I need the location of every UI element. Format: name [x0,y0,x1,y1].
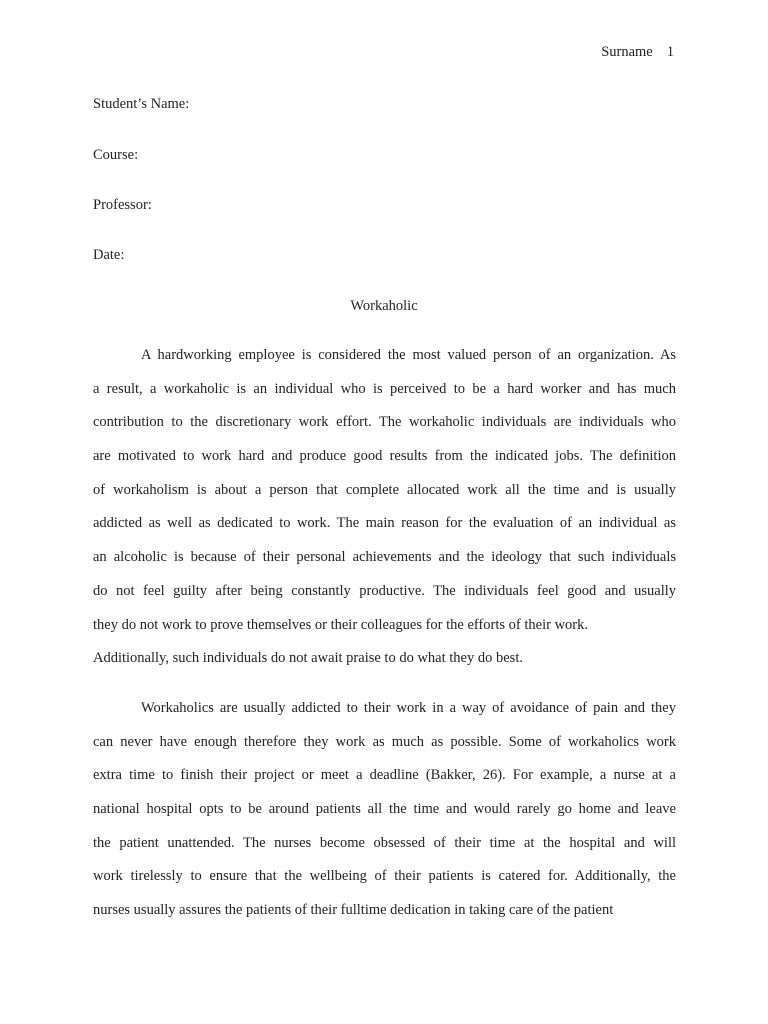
running-header [601,43,674,61]
paragraph-line: A hardworking employee is considered the most valued person of an organization. As [141,347,676,363]
paragraph-line: the patient unattended. The nurses become obsessed of their time at the hospital and will [93,834,676,851]
paragraph-line: do not feel guilty after being constantly productive. The individuals feel good and usually [93,582,676,599]
paragraph-line: they do not work to prove themselves or their colleagues for the efforts of their work. [93,616,589,633]
essay-title: Workaholic [350,298,418,314]
date-field: Date: [93,247,125,263]
student-name-field: Student’s Name: [93,96,190,112]
paragraph-line: extra time to finish their project or meet a deadline (Bakker, 26). For example, a nurse at a [93,767,676,784]
paragraph-line: a result, a workaholic is an individual who is perceived to be a hard worker and has much [93,380,676,397]
paragraph-line: contribution to the discretionary work effort. The workaholic individuals are individuals who [93,414,676,431]
paragraph-line: addicted as well as dedicated to work. The main reason for the evaluation of an individual as [93,515,676,532]
paragraph-line: of workaholism is about a person that complete allocated work all the time and is usually [93,481,676,498]
paragraph-line: Workaholics are usually addicted to their work in a way of avoidance of pain and they [141,700,676,716]
paragraph-2 [93,692,676,928]
professor-field: Professor: [93,197,152,213]
paragraph-line: national hospital opts to be around patients all the time and would rarely go home and leave [93,801,676,818]
page-number: 1 [666,44,674,60]
paragraph-line: work tirelessly to ensure that the wellbeing of their patients is catered for. Additionally, the [93,868,676,885]
paragraph-line: Additionally, such individuals do not await praise to do what they do best. [93,650,523,667]
paragraph-1 [93,339,676,676]
paragraph-line: are motivated to work hard and produce good results from the indicated jobs. The definition [93,448,676,465]
paragraph-line: nurses usually assures the patients of their fulltime dedication in taking care of the patient [93,902,614,919]
header-surname: Surname [601,44,653,60]
paragraph-line: can never have enough therefore they work as much as possible. Some of workaholics work [93,733,676,750]
course-field: Course: [93,147,139,163]
paragraph-line: an alcoholic is because of their personal achievements and the ideology that such individuals [93,549,676,566]
